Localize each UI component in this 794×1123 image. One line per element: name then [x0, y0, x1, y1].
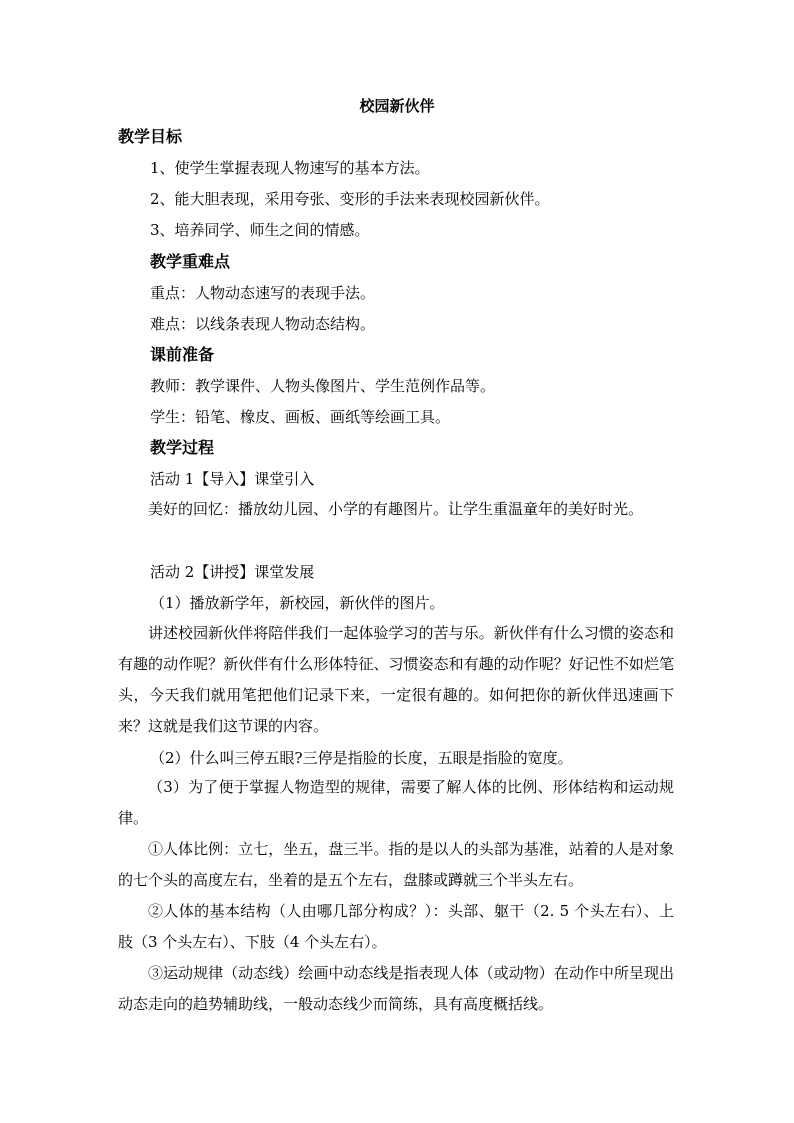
key-point-difficulty: 难点：以线条表现人物动态结构。	[150, 315, 376, 333]
preparation-heading: 课前准备	[150, 345, 215, 364]
objective-item-1: 1、使学生掌握表现人物速写的基本方法。	[150, 159, 430, 177]
activity-2-title: 活动 2【讲授】课堂发展	[150, 563, 315, 581]
preparation-student: 学生：铅笔、橡皮、画板、画纸等绘画工具。	[150, 408, 451, 426]
step-3: （3）为了便于掌握人物造型的规律，需要了解人体的比例、形体结构和运动规律。	[118, 778, 674, 827]
preparation-teacher: 教师：教学课件、人物头像图片、学生范例作品等。	[150, 377, 496, 395]
point-1-body-proportion: ①人体比例：立七，坐五，盘三半。指的是以人的头部为基准，站着的人是对象的七个头的高度左右，坐着的是五个左右，盘膝或蹲就三个半头左右。	[118, 840, 674, 889]
point-2-body-structure: ②人体的基本结构（人由哪几部分构成？）：头部、躯干（2. 5 个头左右）、上肢（3 个头左右）、下肢（4 个头左右）。	[118, 902, 674, 951]
step-2: （2）什么叫三停五眼?三停是指脸的长度，五眼是指脸的宽度。	[150, 749, 573, 767]
key-point-focus: 重点：人物动态速写的表现手法。	[150, 284, 376, 302]
objective-item-3: 3、培养同学、师生之间的情感。	[150, 221, 370, 239]
page-title: 校园新伙伴	[359, 97, 435, 115]
point-3-motion-line: ③运动规律（动态线）绘画中动态线是指表现人体（或动物）在动作中所呈现出动态走向的趋势辅助线，一般动态线少而简练，具有高度概括线。	[118, 964, 674, 1013]
key-points-heading: 教学重难点	[150, 252, 231, 271]
process-heading: 教学过程	[150, 438, 215, 457]
step-1: （1）播放新学年，新校园，新伙伴的图片。	[150, 594, 445, 612]
activity-1-text: 美好的回忆：播放幼儿园、小学的有趣图片。让学生重温童年的美好时光。	[148, 500, 644, 518]
objective-item-2: 2、能大胆表现，采用夸张、变形的手法来表现校园新伙伴。	[150, 190, 550, 208]
objectives-heading: 教学目标	[118, 127, 183, 146]
narrative-paragraph: 讲述校园新伙伴将陪伴我们一起体验学习的苦与乐。新伙伴有什么习惯的姿态和有趣的动作呢？新伙伴有什么形体特征、习惯姿态和有趣的动作呢？好记性不如烂笔头，今天我们就用笔把他们记录下来，一定很有趣的。如何把你的新伙伴迅速画下来？这就是我们这节课的内容。	[118, 624, 674, 735]
activity-1-title: 活动 1【导入】课堂引入	[150, 470, 315, 488]
